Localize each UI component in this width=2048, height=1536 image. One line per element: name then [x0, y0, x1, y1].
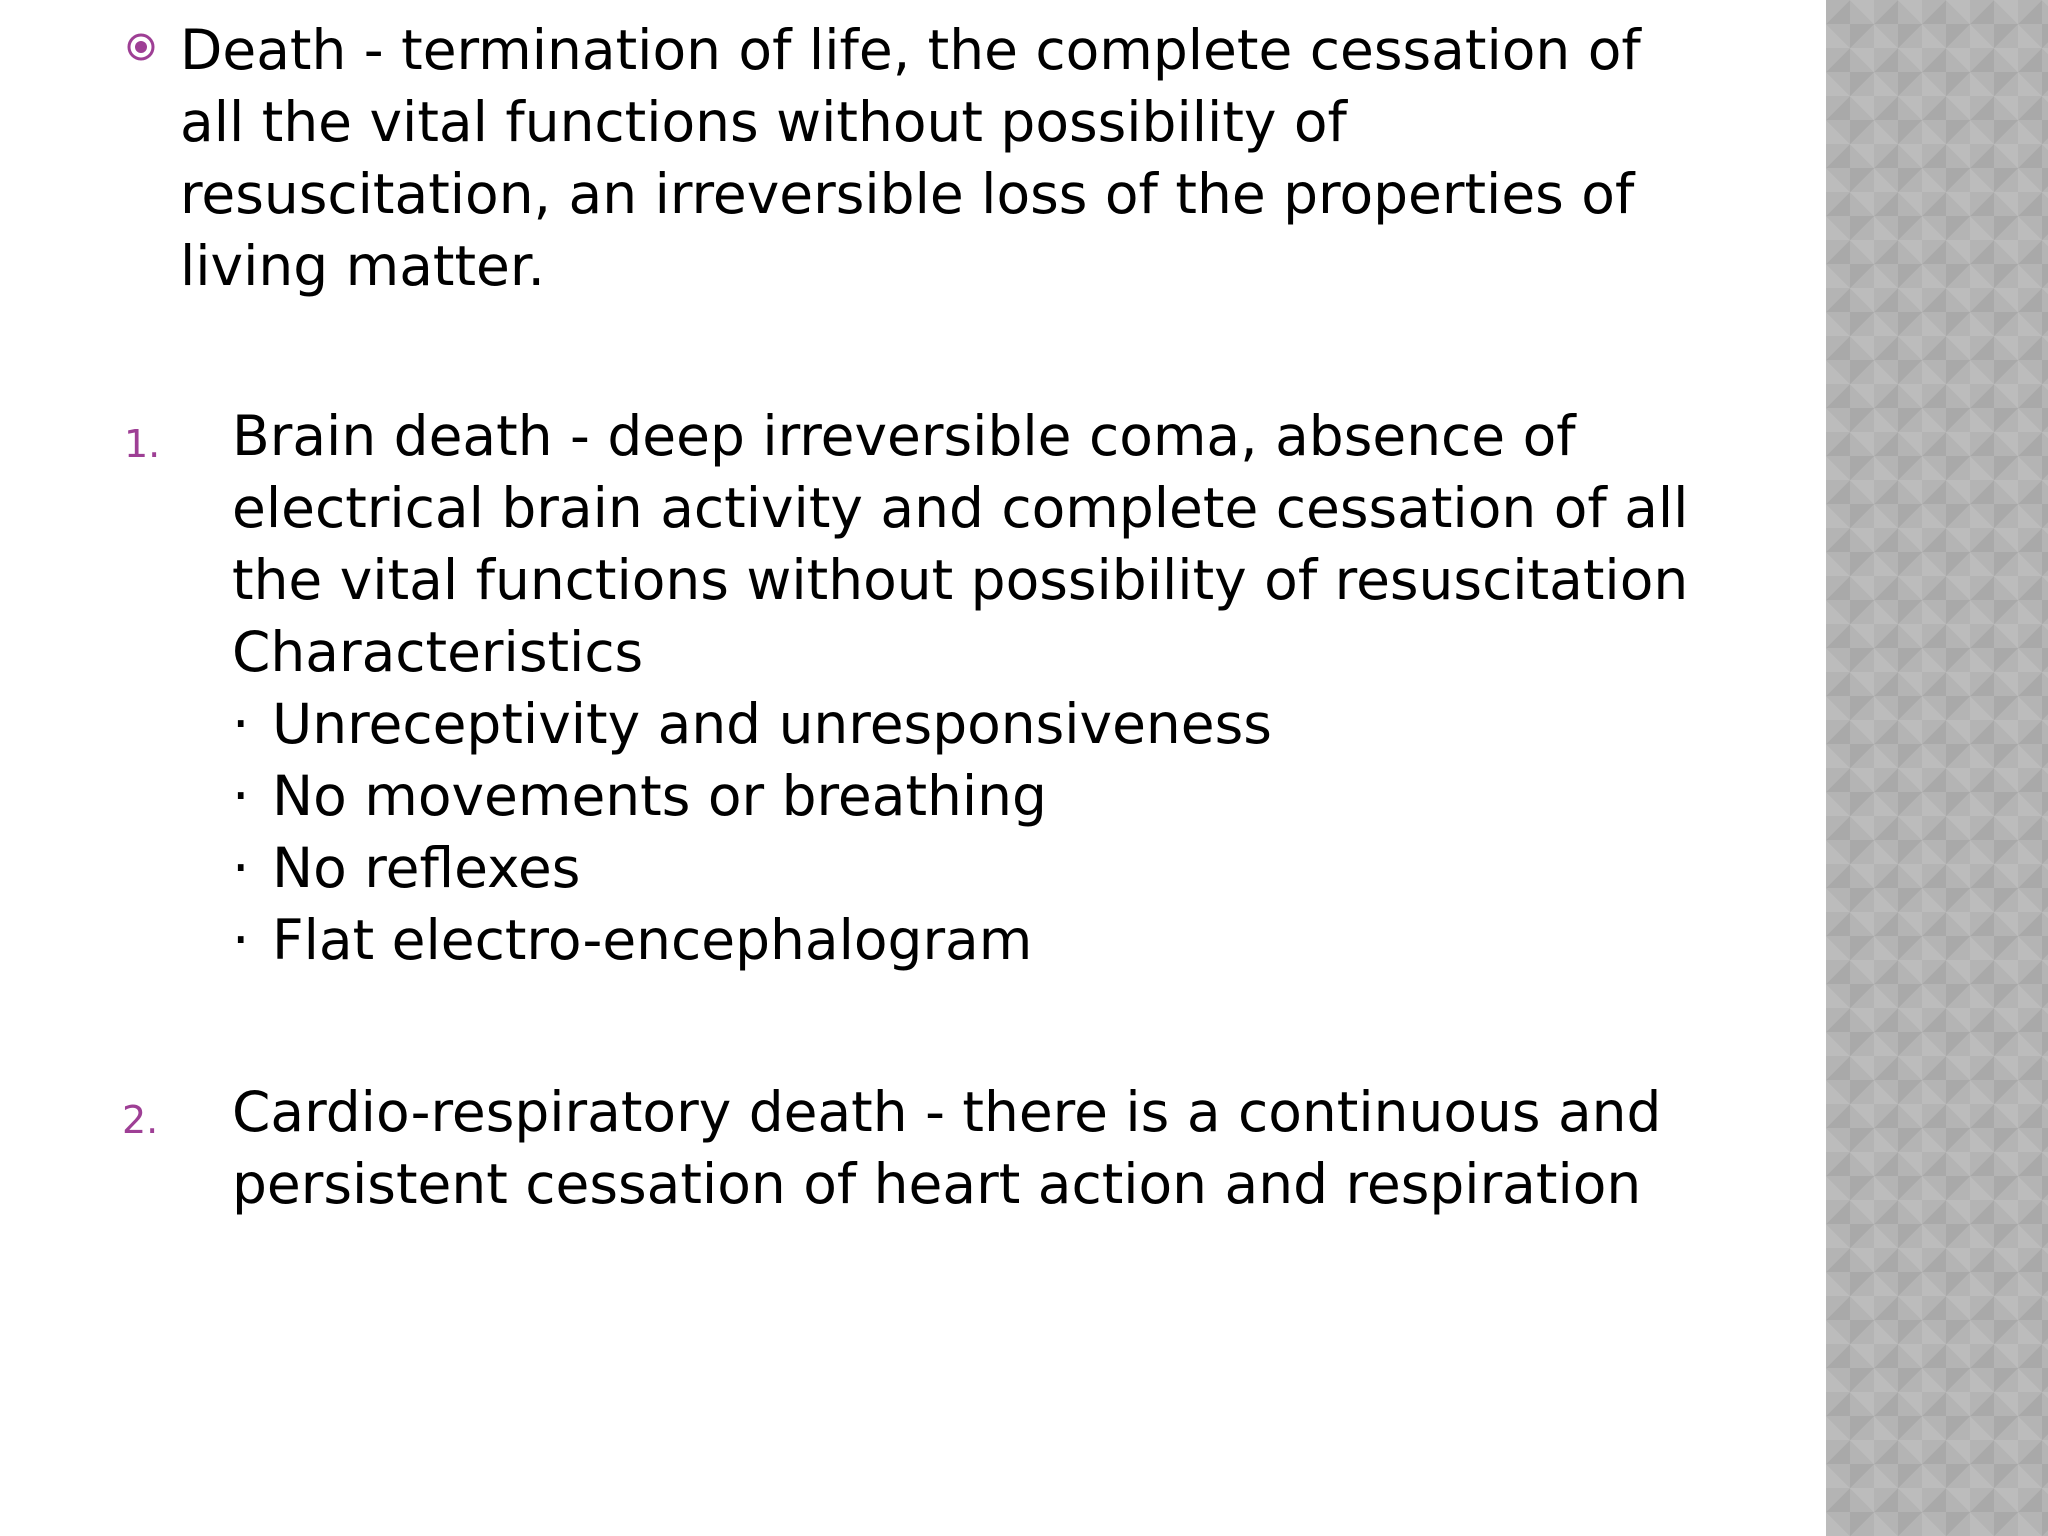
item-2-line-1: Cardio-respiratory death - there is a continuous and	[232, 1080, 1662, 1144]
list-number-1: 1.	[124, 422, 161, 466]
intro-line-3: resuscitation, an irreversible loss of the properties of	[180, 162, 1635, 226]
list-number-2: 2.	[122, 1098, 159, 1142]
sub-item-2-text: No movements or breathing	[272, 764, 1047, 828]
item-2-line-2: persistent cessation of heart action and respiration	[232, 1152, 1642, 1216]
item-1-line-3: the vital functions without possibility of resuscitation	[232, 548, 1689, 612]
circled-dot-icon	[126, 32, 156, 62]
sub-item-3-text: No reflexes	[272, 836, 581, 900]
item-1-line-4: Characteristics	[232, 620, 644, 684]
sub-item-2	[232, 760, 1047, 832]
intro-line-4: living matter.	[180, 234, 545, 298]
sub-bullet: ·	[232, 692, 250, 756]
intro-line-2: all the vital functions without possibility of	[180, 90, 1347, 154]
sub-item-3	[232, 832, 580, 904]
item-1-line-1: Brain death - deep irreversible coma, absence of	[232, 404, 1576, 468]
sub-item-4	[232, 904, 1032, 976]
sub-bullet: ·	[232, 908, 250, 972]
item-1-line-2: electrical brain activity and complete cessation of all	[232, 476, 1689, 540]
intro-line-1: Death - termination of life, the complete cessation of	[180, 18, 1641, 82]
sub-bullet: ·	[232, 764, 250, 828]
sub-item-4-text: Flat electro-encephalogram	[272, 908, 1033, 972]
sub-item-1	[232, 688, 1272, 760]
decorative-side-panel	[1826, 0, 2048, 1536]
sub-bullet: ·	[232, 836, 250, 900]
sub-item-1-text: Unreceptivity and unresponsiveness	[272, 692, 1272, 756]
